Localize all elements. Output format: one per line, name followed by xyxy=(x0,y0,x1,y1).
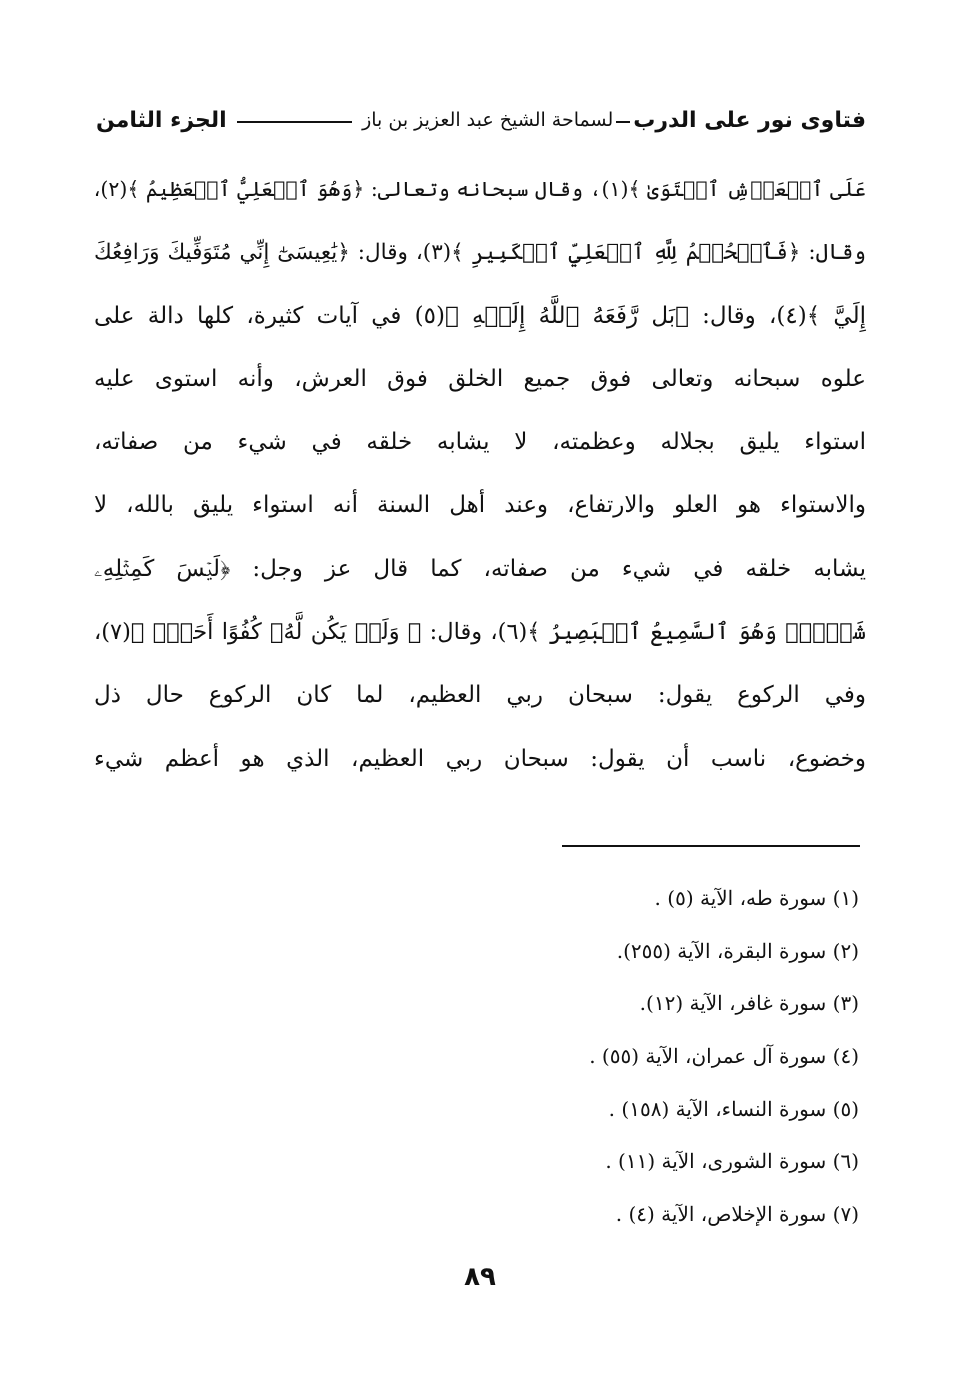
footnote: (٧) سورة الإخلاص، الآية (٤) . xyxy=(615,1202,859,1227)
footnote: (٥) سورة النساء، الآية (١٥٨) . xyxy=(608,1096,859,1121)
footnote-separator xyxy=(562,845,860,847)
text-line: إِلَيَّ ﴾(٤)، وقال: ﴿بَل رَّفَعَهُ ٱللَّهُ إِلَيۡهِ ﴾(٥) في آيات كثيرة، كلها دالة على xyxy=(94,302,866,329)
running-header xyxy=(96,100,866,140)
footnote: (٣) سورة غافر، الآية (١٢). xyxy=(639,991,859,1016)
footnote: (١) سورة طه، الآية (٥) . xyxy=(654,886,859,910)
page-number: ٨٩ xyxy=(464,1262,496,1292)
text-line: علوه سبحانه وتعالى فوق جميع الخلق فوق العرش، وأنه استوى عليه xyxy=(94,365,866,392)
footnotes xyxy=(439,872,859,1241)
main-text xyxy=(94,158,866,791)
book-title: فتاوى نور على الدرب xyxy=(633,107,866,133)
header-rule xyxy=(237,121,352,123)
header-dash xyxy=(616,121,630,123)
author-line: لسماحة الشيخ عبد العزيز بن باز xyxy=(362,109,614,131)
footnote: (٢) سورة البقرة، الآية (٢٥٥). xyxy=(616,938,859,963)
footnote: (٦) سورة الشورى، الآية (١١) . xyxy=(605,1149,859,1174)
text-line: وفي الركوع يقول: سبحان ربي العظيم، لما كان الركوع حال ذل xyxy=(94,682,866,709)
text-line: يشابه خلقه في شيء من صفاته، كما قال عز وجل: ﴿لَيۡسَ كَمِثۡلِهِۦ xyxy=(94,555,866,582)
footnote: (٤) سورة آل عمران، الآية (٥٥) . xyxy=(589,1044,859,1069)
text-line: عَلَى ٱلۡعَرۡشِ ٱسۡتَوَىٰ ﴾(١)، وقال سبحانه وتعالى: ﴿وَهُوَ ٱلۡعَلِيُّ ٱلۡعَظِيمُ ﴾(٢)، xyxy=(93,177,866,201)
text-line: استواء يليق بجلاله وعظمته، لا يشابه خلقه في شيء من صفاته، xyxy=(94,429,866,456)
text-line: والاستواء هو العلو والارتفاع، وعند أهل السنة أنه استواء يليق بالله، لا xyxy=(94,492,866,519)
volume-label: الجزء الثامن xyxy=(96,107,227,133)
text-line: وخضوع، ناسب أن يقول: سبحان ربي العظيم، الذي هو أعظم شيء xyxy=(94,745,866,772)
text-line: شَيۡءٞۖ وَهُوَ ٱلسَّمِيعُ ٱلۡبَصِيرُ ﴾(٦)، وقال: ﴿ وَلَمۡ يَكُن لَّهُۥ كُفُوًا أَحَدُۢ ﴾(٧)، xyxy=(94,619,866,646)
text-line: وقال: ﴿فَٱلۡحُكۡمُ لِلَّهِ ٱلۡعَلِيِّ ٱلۡكَبِيرِ ﴾(٣)، وقال: ﴿يَٰعِيسَىٰٓ إِنِّي مُتَوَفِّيكَ وَرَافِعُكَ xyxy=(94,240,866,266)
